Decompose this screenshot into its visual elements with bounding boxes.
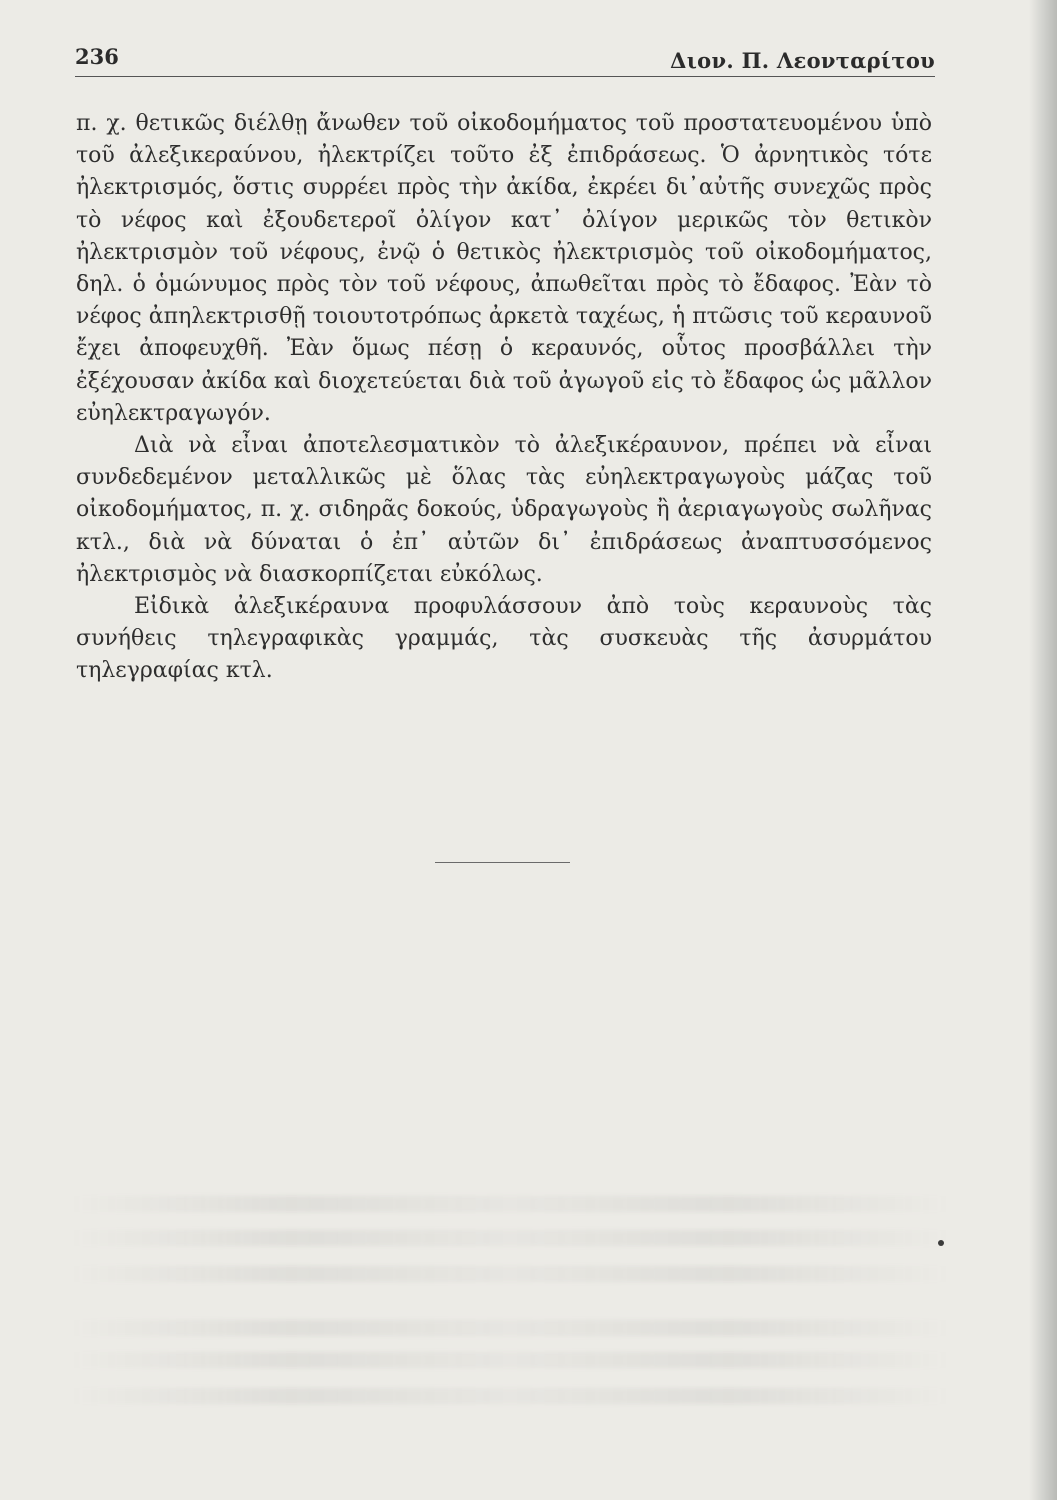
ink-speck [938, 1240, 944, 1246]
body-text [76, 108, 932, 688]
bleed-through-band [70, 1266, 950, 1282]
bleed-through-band [70, 1388, 950, 1404]
header-rule [75, 76, 935, 77]
section-end-rule [435, 862, 570, 863]
paragraph: Διὰ νὰ εἶναι ἀποτελεσματικὸν τὸ ἀλεξικέραυνον, πρέπει νὰ εἶναι συνδεδεμένον μεταλλικῶς μὲ ὅλας τὰς εὐηλεκτραγωγοὺς μάζας τοῦ οἰκοδομήματος, π. χ. σιδηρᾶς δοκούς, ὑδραγωγοὺς ἢ ἀεριαγωγοὺς σωλῆνας κτλ., διὰ νὰ δύναται ὁ ἐπ᾽ αὐτῶν δι᾽ ἐπιδράσεως ἀναπτυσσόμενος ἠλεκτρισμὸς νὰ διασκορπίζεται εὐκόλως. [76, 433, 932, 587]
page-number: 236 [75, 44, 119, 69]
page-edge-shadow [1029, 0, 1057, 1500]
paragraph: Εἰδικὰ ἀλεξικέραυνα προφυλάσσουν ἀπὸ τοὺς κεραυνοὺς τὰς συνήθεις τηλεγραφικὰς γραμμάς, τὰς συσκευὰς τῆς ἀσυρμάτου τηλεγραφίας κτλ. [76, 594, 932, 684]
bleed-through-band [70, 1230, 950, 1246]
paragraph: π. χ. θετικῶς διέλθῃ ἄνωθεν τοῦ οἰκοδομήματος τοῦ προστατευομένου ὑπὸ τοῦ ἀλεξικεραύνου, ἠλεκτρίζει τοῦτο ἐξ ἐπιδράσεως. Ὁ ἀρνητικὸς τότε ἠλεκτρισμός, ὅστις συρρέει πρὸς τὴν ἀκίδα, ἐκρέει δι᾽αὐτῆς συνεχῶς πρὸς τὸ νέφος καὶ ἐξουδετεροῖ ὀλίγον κατ᾽ ὀλίγον μερικῶς τὸν θετικὸν ἠλεκτρισμὸν τοῦ νέφους, ἐνῷ ὁ θετικὸς ἠλεκτρισμὸς τοῦ οἰκοδομήματος, δηλ. ὁ ὁμώνυμος πρὸς τὸν τοῦ νέφους, ἀπωθεῖται πρὸς τὸ ἔδαφος. Ἐὰν τὸ νέφος ἀπηλεκτρισθῇ τοιουτοτρόπως ἀρκετὰ ταχέως, ἡ πτῶσις τοῦ κεραυνοῦ ἔχει ἀποφευχθῆ. Ἐὰν ὅμως πέσῃ ὁ κεραυνός, οὗτος προσβάλλει τὴν ἐξέχουσαν ἀκίδα καὶ διοχετεύεται διὰ τοῦ ἀγωγοῦ εἰς τὸ ἔδαφος ὡς μᾶλλον εὐηλεκτραγωγόν. [76, 111, 932, 426]
bleed-through-band [70, 1320, 950, 1336]
bleed-through-band [70, 1352, 950, 1368]
running-head: Διον. Π. Λεονταρίτου [670, 48, 935, 73]
bleed-through-band [70, 1196, 950, 1212]
page-header [75, 40, 935, 80]
